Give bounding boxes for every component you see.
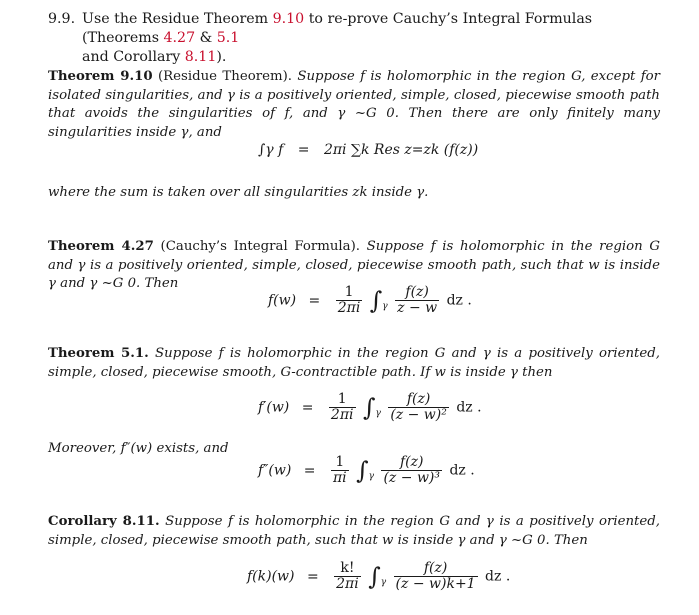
deriv1-den1: 2πi [330,407,354,423]
problem-text-c: & [195,30,217,46]
derivk-num2: f(z) [394,561,478,577]
theorem-9-10-after: where the sum is taken over all singularities zk inside γ. [48,185,429,200]
integral-sign: ∫ [368,562,381,591]
deriv1-den2: (z − w)² [390,407,447,423]
first-derivative-formula: f′(w) = $\frac{1}{2\pi i}$ $\int_\gamma$ $\frac{f(z)}{\text{(z − w)²}}$ dz . [258,391,482,423]
problem-text-d: and Corollary [82,49,185,65]
second-derivative-formula: f″(w) = $\frac{1}{\pi i}$ $\int_\gamma$ $\frac{f(z)}{\text{(z − w)³}}$ dz . [258,454,475,486]
residue-eq-left: ∫γ f [258,142,284,158]
problem-text-a: Use the Residue Theorem [82,11,273,27]
cauchy-lhs: f(w) [268,292,297,309]
deriv2-num1: 1 [331,455,349,471]
theorem-9-10-title: Theorem 9.10 [48,69,153,84]
theorem-5-1-statement: Suppose f is holomorphic in the region G and γ is a positively oriented, simple, closed, piecewise smooth, G-contractible path. If w is inside γ then [48,346,660,380]
deriv1-num1: 1 [329,392,356,408]
integral-sign: ∫ [356,456,369,485]
theorem-4-27-statement: Suppose f is holomorphic in the region G and γ is a positively oriented, simple, closed, piecewise smooth path, such that w is inside γ and γ ~G 0. Then [48,239,660,291]
theorem-9-10-statement: Suppose f is holomorphic in the region G, except for isolated singularities, and γ is a positively oriented, simple, closed, piecewise smooth path that avoids the singularities of f, and γ ~G 0. Then there are only finitely many singularities inside γ, and [48,69,661,140]
integral-sign: ∫ [369,286,383,315]
cauchy-tail: dz . [446,292,472,309]
residue-eq-right: 2πi ∑k Res z=zk (f(z)) [323,142,479,158]
residue-eq-equals: = [297,142,310,158]
cauchy-den2: z − w [397,300,438,316]
corollary-8-11 [48,513,660,550]
cauchy-num1: 1 [336,285,363,301]
deriv1-tail: dz . [456,399,482,416]
theorem-9-10 [48,68,660,142]
derivk-den2: (z − w)k+1 [395,576,476,592]
higher-derivative-formula: f(k)(w) = $\frac{k!}{2\pi i}$ $\int_\gamma$ $\frac{f(z)}{(z - w)k+1}$ dz . [247,560,511,592]
moreover-text: Moreover, f″(w) exists, and [48,441,229,456]
theorem-4-27-title: Theorem 4.27 [48,239,154,254]
deriv1-lhs: f′(w) [258,399,290,416]
problem-text-e: ). [216,49,227,65]
theorem-9-10-paren: (Residue Theorem). [152,69,298,84]
integral-sign: ∫ [362,393,376,422]
derivk-tail: dz . [485,568,511,585]
derivk-num1: k! [334,561,361,577]
theorem-5-1-title: Theorem 5.1. [48,346,149,361]
problem-text-b: to re-prove Cauchy’s Integral Formulas (Theorems [82,11,593,46]
cauchy-num2: f(z) [395,285,439,301]
cauchy-den1: 2πi [337,300,361,316]
corollary-8-11-statement: Suppose f is holomorphic in the region G and γ is a positively oriented, simple, closed, piecewise smooth path, such that w is inside γ and γ ~G 0. Then [48,514,661,548]
corollary-8-11-title: Corollary 8.11. [48,514,160,529]
deriv2-den1: πi [332,470,347,486]
deriv1-num2: f(z) [388,392,449,408]
link-theorem-9-10[interactable]: 9.10 [272,11,305,27]
theorem-5-1 [48,345,660,382]
derivk-den1: 2πi [336,576,359,592]
link-theorem-5-1[interactable]: 5.1 [216,30,240,46]
deriv2-lhs: f″(w) [258,462,292,479]
theorem-4-27-paren: (Cauchy’s Integral Formula). [153,239,367,254]
link-corollary-8-11[interactable]: 8.11 [184,49,217,65]
cauchy-formula: f(w) = $\frac{1}{2\pi i}$ $\int_\gamma$ $\frac{f(z)}{z - w}$ dz . [268,284,472,316]
residue-equation [258,142,478,158]
link-theorem-4-27[interactable]: 4.27 [163,30,196,46]
deriv2-tail: dz . [449,462,475,479]
problem-statement [48,10,668,67]
deriv2-den2: (z − w)³ [383,470,440,486]
derivk-lhs: f(k)(w) [247,568,295,585]
problem-number: 9.9. [48,11,76,27]
deriv2-num2: f(z) [381,455,442,471]
